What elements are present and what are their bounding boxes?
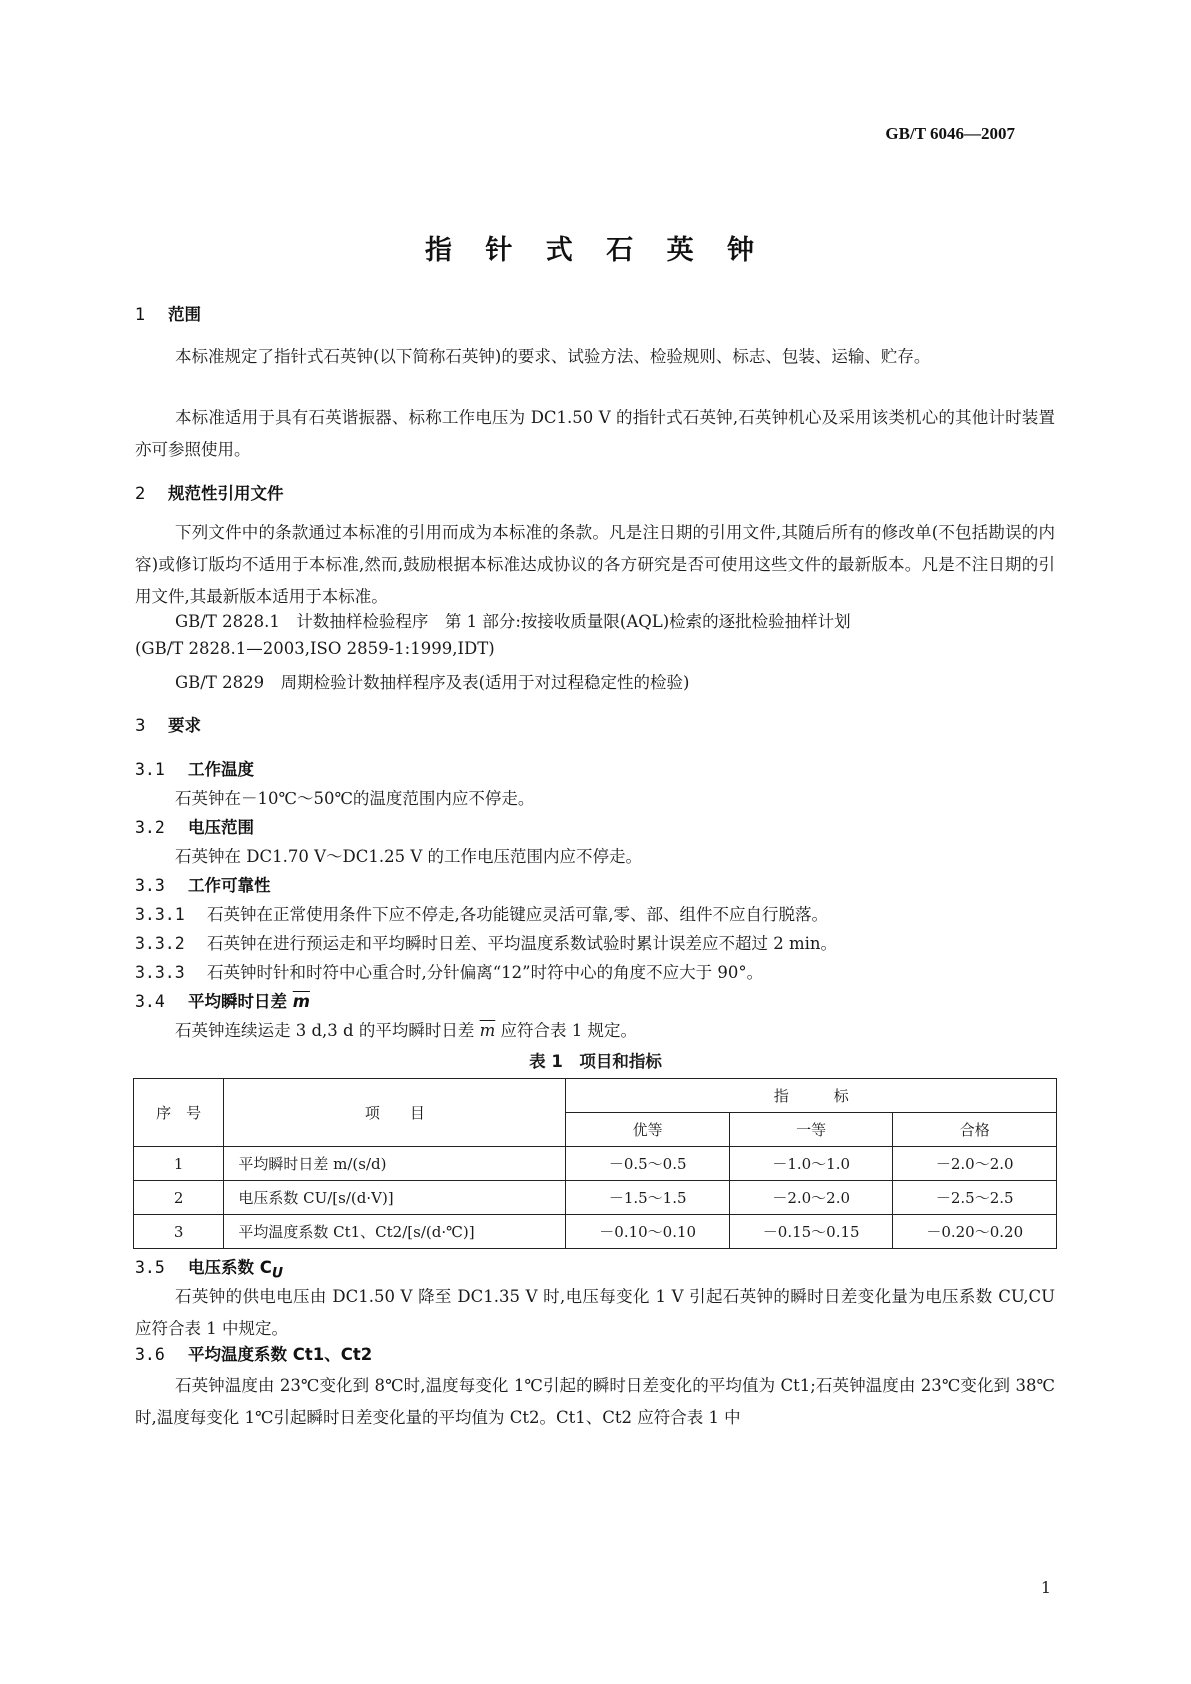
clause-number: 3.4	[135, 992, 165, 1011]
clause-text-part: 石英钟连续运走 3 d,3 d 的平均瞬时日差	[175, 1021, 480, 1040]
cell-seq: 3	[134, 1215, 224, 1249]
cell-first: －0.15～0.15	[729, 1215, 893, 1249]
clause-title: 电压范围	[188, 818, 254, 837]
clause-number: 3.3.2	[135, 934, 185, 953]
header-grade-qualified: 合格	[893, 1113, 1057, 1147]
clause-title: 工作温度	[188, 760, 254, 779]
clause-title: 工作可靠性	[188, 876, 271, 895]
section-title: 范围	[168, 305, 201, 324]
section-1-paragraph-2: 本标准适用于具有石英谐振器、标称工作电压为 DC1.50 V 的指针式石英钟,石英钟机心及采用该类机心的其他计时装置亦可参照使用。	[135, 408, 1055, 459]
section-title: 规范性引用文件	[168, 484, 284, 503]
clause-number: 3.3.1	[135, 905, 185, 924]
clause-3-4-text	[175, 1017, 637, 1041]
subscript: U	[271, 1265, 284, 1282]
clause-number: 3.5	[135, 1258, 165, 1277]
reference-gbt-2829: GB/T 2829 周期检验计数抽样程序及表(适用于对过程稳定性的检验)	[175, 673, 690, 692]
standard-code: GB/T 6046—2007	[885, 124, 1015, 143]
cell-superior: －0.5～0.5	[566, 1147, 730, 1181]
clause-3-1-text: 石英钟在－10℃～50℃的温度范围内应不停走。	[175, 789, 535, 808]
section-2-paragraph-1: 下列文件中的条款通过本标准的引用而成为本标准的条款。凡是注日期的引用文件,其随后所有的修改单(不包括勘误的内容)或修订版均不适用于本标准,然而,鼓励根据本标准达成协议的各方研究是否可使用这些文件的最新版本。凡是不注日期的引用文件,其最新版本适用于本标准。	[135, 523, 1055, 606]
cell-first: －1.0～1.0	[729, 1147, 893, 1181]
clause-text: 石英钟在正常使用条件下应不停走,各功能键应灵活可靠,零、部、组件不应自行脱落。	[207, 905, 828, 924]
header-item: 项 目	[224, 1079, 566, 1147]
clause-text: 石英钟在进行预运走和平均瞬时日差、平均温度系数试验时累计误差应不超过 2 min。	[207, 934, 838, 953]
clause-3-1-heading	[135, 756, 254, 780]
clause-3-6-heading	[135, 1341, 372, 1365]
header-index: 指 标	[566, 1079, 1057, 1113]
clause-number: 3.2	[135, 818, 165, 837]
clause-text-part: 应符合表 1 规定。	[495, 1021, 637, 1040]
clause-number: 3.3	[135, 876, 165, 895]
header-seq: 序 号	[134, 1079, 224, 1147]
cell-qualified: －0.20～0.20	[893, 1215, 1057, 1249]
cell-superior: －0.10～0.10	[566, 1215, 730, 1249]
clause-number: 3.3.3	[135, 963, 185, 982]
section-2-heading	[135, 480, 284, 504]
table-row	[134, 1181, 1057, 1215]
table-1	[133, 1078, 1057, 1249]
clause-3-3-2	[135, 930, 837, 954]
clause-3-2-heading	[135, 814, 254, 838]
header-grade-first: 一等	[729, 1113, 893, 1147]
clause-3-5-text: 石英钟的供电电压由 DC1.50 V 降至 DC1.35 V 时,电压每变化 1 V 引起石英钟的瞬时日差变化量为电压系数 CU,CU 应符合表 1 中规定。	[135, 1287, 1055, 1338]
mean-symbol: $\overline{m}$	[479, 1021, 496, 1040]
page-number: 1	[1040, 1578, 1051, 1597]
clause-3-4-heading	[135, 988, 310, 1012]
section-number: 2	[135, 484, 146, 503]
clause-3-5-heading	[135, 1254, 283, 1281]
cell-superior: －1.5～1.5	[566, 1181, 730, 1215]
section-number: 1	[135, 305, 146, 324]
table-row	[134, 1147, 1057, 1181]
reference-gbt-2828-1: GB/T 2828.1 计数抽样检验程序 第 1 部分:按接收质量限(AQL)检索的逐批检验抽样计划	[175, 612, 851, 631]
section-title: 要求	[168, 716, 201, 735]
cell-qualified: －2.0～2.0	[893, 1147, 1057, 1181]
header-grade-superior: 优等	[566, 1113, 730, 1147]
cell-qualified: －2.5～2.5	[893, 1181, 1057, 1215]
cell-seq: 2	[134, 1181, 224, 1215]
section-1-paragraph-1: 本标准规定了指针式石英钟(以下简称石英钟)的要求、试验方法、检验规则、标志、包装、运输、贮存。	[175, 347, 931, 366]
clause-text: 石英钟时针和时符中心重合时,分针偏离“12”时符中心的角度不应大于 90°。	[207, 963, 764, 982]
section-number: 3	[135, 716, 146, 735]
cell-item: 电压系数 CU/[s/(d·V)]	[224, 1181, 566, 1215]
clause-number: 3.1	[135, 760, 165, 779]
table-row	[134, 1215, 1057, 1249]
clause-title: 平均温度系数 Ct1、Ct2	[188, 1345, 373, 1364]
reference-gbt-2828-1-equivalence: (GB/T 2828.1—2003,ISO 2859-1:1999,IDT)	[135, 639, 495, 658]
cell-item: 平均瞬时日差 m/(s/d)	[224, 1147, 566, 1181]
cell-seq: 1	[134, 1147, 224, 1181]
section-3-heading	[135, 712, 201, 736]
clause-3-3-heading	[135, 872, 271, 896]
clause-3-2-text: 石英钟在 DC1.70 V～DC1.25 V 的工作电压范围内应不停走。	[175, 847, 642, 866]
clause-number: 3.6	[135, 1345, 165, 1364]
clause-3-3-3	[135, 959, 763, 983]
clause-3-6-text: 石英钟温度由 23℃变化到 8℃时,温度每变化 1℃引起的瞬时日差变化的平均值为 Ct1;石英钟温度由 23℃变化到 38℃时,温度每变化 1℃引起瞬时日差变化量的平均值为 Ct2。Ct1、Ct2 应符合表 1 中	[135, 1376, 1055, 1427]
clause-title: 平均瞬时日差	[188, 992, 287, 1011]
clause-3-3-1	[135, 901, 828, 925]
table-1-caption: 表 1 项目和指标	[529, 1052, 662, 1071]
section-1-heading	[135, 301, 201, 325]
document-title: 指 针 式 石 英 钟	[425, 235, 766, 266]
cell-item: 平均温度系数 Ct1、Ct2/[s/(d·℃)]	[224, 1215, 566, 1249]
cell-first: －2.0～2.0	[729, 1181, 893, 1215]
mean-symbol: $\overline{m}$	[292, 992, 310, 1011]
clause-title: 电压系数 C	[188, 1258, 272, 1277]
